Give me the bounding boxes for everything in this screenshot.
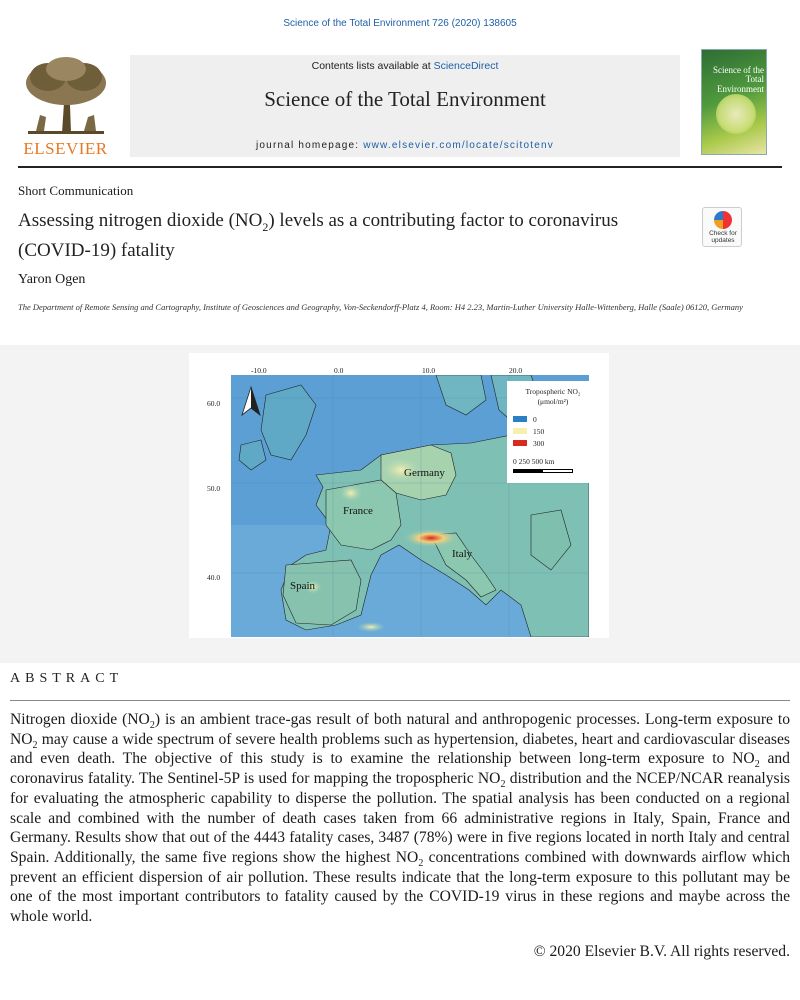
crossmark-icon xyxy=(714,211,732,229)
journal-citation[interactable]: Science of the Total Environment 726 (2020) 138605 xyxy=(283,18,517,29)
homepage-line xyxy=(130,140,680,151)
country-label: France xyxy=(343,505,373,517)
author-affiliation: The Department of Remote Sensing and Cartography, Institute of Geosciences and Geography, Von-Seckendorff-Platz 4, Room: H4 2.23, Martin-Luther University Halle-Wittenberg, Halle (Saale) 06120, Germany xyxy=(18,302,743,312)
scale-bar-labels: 0 250 500 km xyxy=(513,457,555,466)
sciencedirect-link[interactable]: ScienceDirect xyxy=(433,60,499,72)
legend-label: 300 xyxy=(533,439,545,448)
article-title xyxy=(18,209,678,263)
abstract-body: Nitrogen dioxide $(NO_2)$ is an ambient trace-gas result of both natural and anthropogenic processes. Long-term exposure to $NO_2$ may cause a wide spectrum of severe health problems such as hypertension, diabetes, heart and cardiovascular diseases and even death. The objective of this study is to examine the relationship between long-term exposure to $NO_2$ and coronavirus fatality. The Sentinel-5P is used for mapping the tropospheric $NO_2$ distribution and the NCEP/NCAR reanalysis for evaluating the atmospheric capability to disperse the pollution. The spatial analysis has been conducted on a regional scale and combined with the number of death cases taken from 66 administrative regions in Italy, Spain, France and Germany. Results show that out of the 4443 fatality cases, 3487 (78%) were in five regions located in north Italy and central Spain. Additionally, the same five regions show the highest $NO_2$ concentrations combined with downwards airflow which prevent an efficient dispersion of air pollution. These results indicate that the long-term exposure to this pollutant may be one of the most important contributors to fatality caused by the COVID-19 virus in these regions and maybe across the whole world. xyxy=(10,711,791,926)
lon-tick: 10.0 xyxy=(422,366,436,375)
lon-tick: -10.0 xyxy=(251,366,267,375)
journal-title: Science of the Total Environment xyxy=(264,87,546,111)
lon-tick: 20.0 xyxy=(509,366,523,375)
contents-prefix: Contents lists available at xyxy=(311,60,434,72)
header-divider xyxy=(18,166,782,168)
check-updates-label: Check for updates xyxy=(709,230,737,244)
article-type: Short Communication xyxy=(18,183,134,198)
legend-swatch xyxy=(513,416,527,422)
journal-info-box xyxy=(130,55,680,157)
lon-tick: 0.0 xyxy=(334,366,344,375)
map-legend xyxy=(507,381,599,483)
legend-swatch xyxy=(513,440,527,446)
title-part-1: Assessing nitrogen dioxide (NO xyxy=(18,210,263,231)
author-name[interactable]: Yaron Ogen xyxy=(18,272,86,287)
legend-label: 150 xyxy=(533,427,545,436)
title-part-2: ) levels as a contributing factor to coronavirus (COVID-19) fatality xyxy=(18,210,619,261)
lat-tick: 60.0 xyxy=(207,399,221,408)
contents-line xyxy=(130,60,680,72)
lat-tick: 50.0 xyxy=(207,484,221,493)
journal-cover-image[interactable] xyxy=(701,49,767,155)
abstract-heading: ABSTRACT xyxy=(10,671,124,686)
homepage-prefix: journal homepage: xyxy=(256,140,364,151)
homepage-link[interactable]: www.elsevier.com/locate/scitotenv xyxy=(363,140,554,151)
journal-masthead xyxy=(18,55,782,160)
legend-title xyxy=(507,387,599,407)
country-label: Italy xyxy=(452,548,473,560)
scale-bar xyxy=(513,469,573,473)
copyright-notice: © 2020 Elsevier B.V. All rights reserved. xyxy=(533,943,790,960)
check-for-updates-button[interactable] xyxy=(702,207,742,247)
lat-tick: 40.0 xyxy=(207,573,221,582)
country-label: Spain xyxy=(290,580,316,592)
legend-label: 0 xyxy=(533,415,537,424)
cover-graphic xyxy=(716,94,756,134)
elsevier-wordmark[interactable]: ELSEVIER xyxy=(23,139,108,158)
legend-swatch xyxy=(513,428,527,434)
abstract-divider xyxy=(10,700,790,701)
title-subscript: 2 xyxy=(262,219,269,234)
cover-title: Science of the Total Environment xyxy=(713,65,764,94)
no2-map-figure[interactable] xyxy=(189,353,609,638)
graphical-abstract xyxy=(0,345,800,663)
legend-title-line1: Tropospheric NO₂ xyxy=(525,387,581,396)
country-label: Germany xyxy=(404,467,445,479)
legend-title-line2: (μmol/m²) xyxy=(537,397,569,406)
